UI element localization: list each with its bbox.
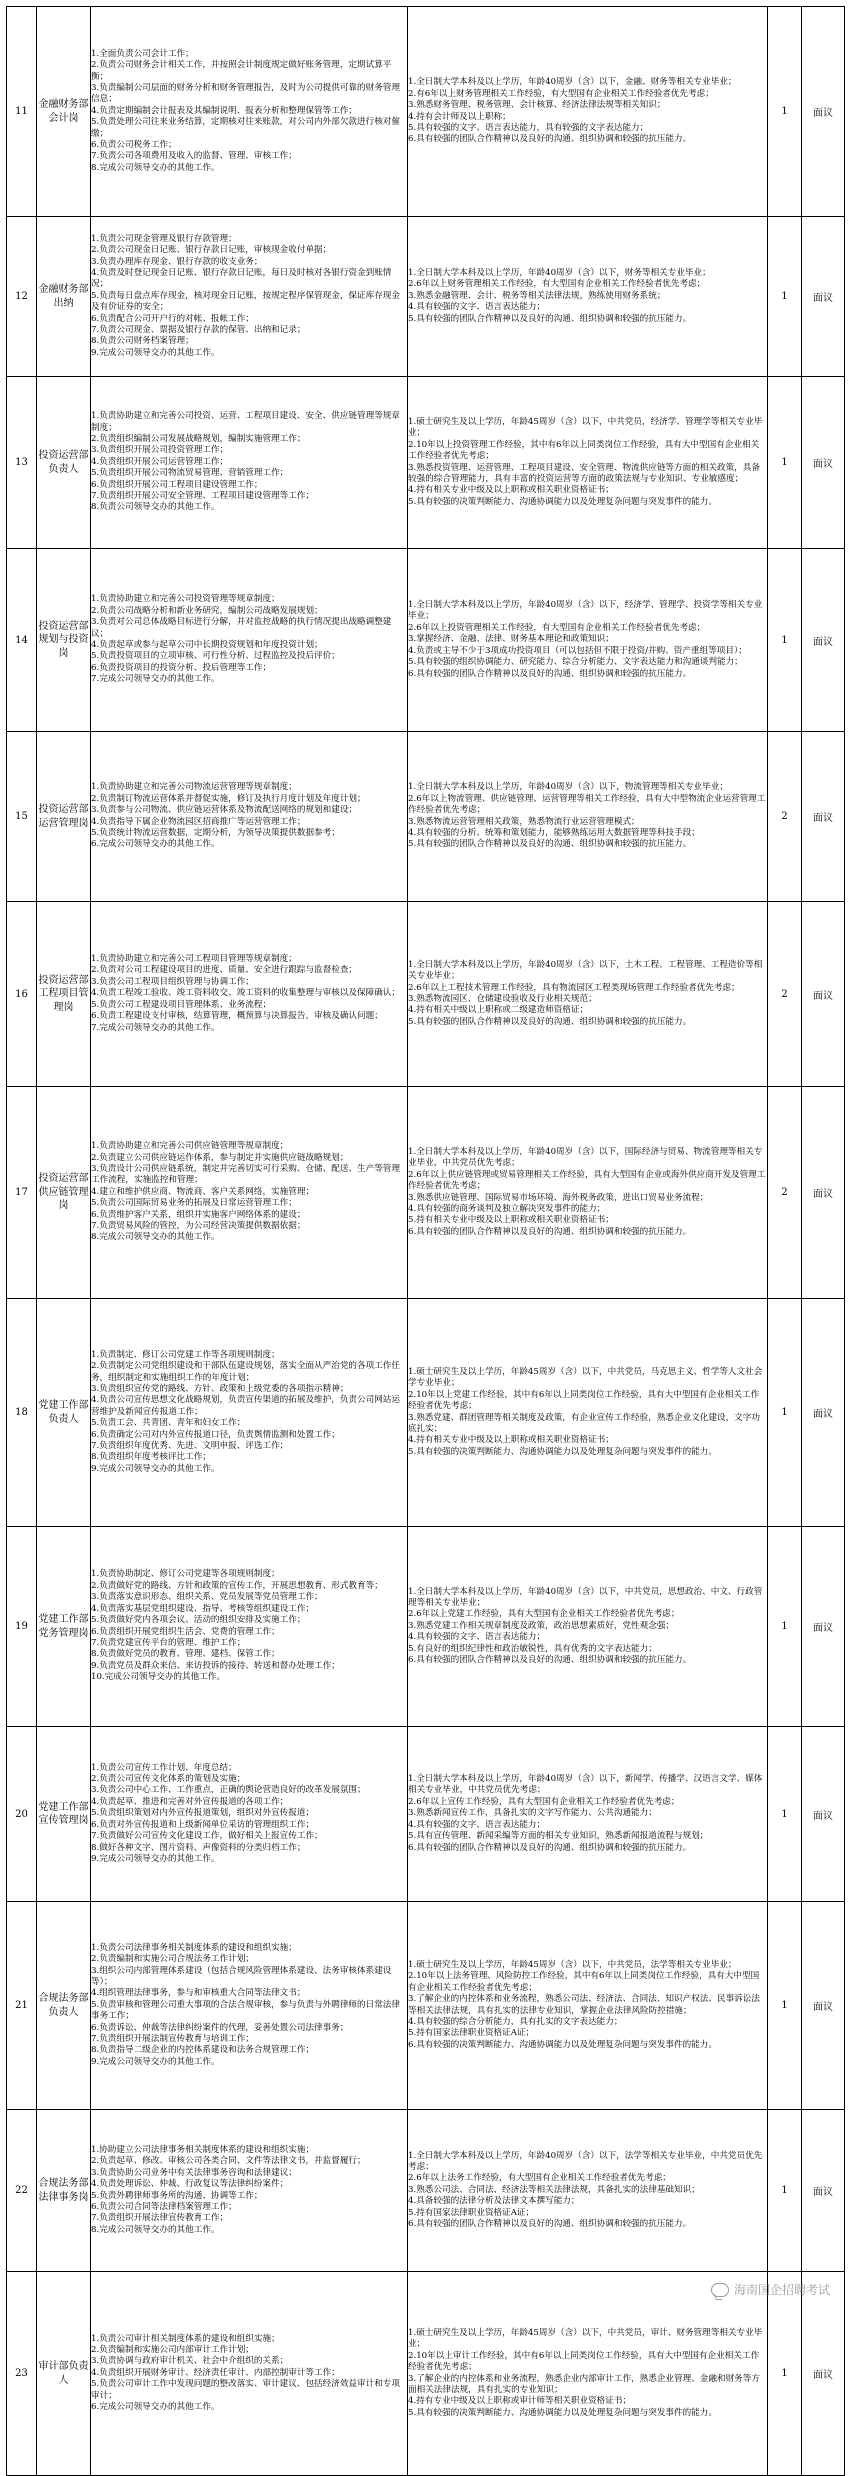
requirement-item: 4.持有会计师及以上职称； bbox=[408, 111, 511, 122]
duty-item: 1.负责协助制定、修订公司党建等各项规则制度； bbox=[91, 1569, 280, 1580]
duty-item: 8.负责组织年度考核评比工作； bbox=[91, 1452, 211, 1463]
duty-cell bbox=[91, 1727, 408, 1902]
duty-item: 1.负责公司审计相关制度体系的建设和组织实施； bbox=[91, 2333, 280, 2344]
duty-item: 1.负责公司法律事务相关制度体系的建设和组织实施； bbox=[91, 1942, 297, 1953]
requirement-item: 2.6年以上党建工作经验，具有大型国有企业相关工作经验者优先考虑； bbox=[408, 1609, 680, 1620]
duty-item: 2.负责组织编制公司发展战略规划，编制实施管理工作； bbox=[91, 433, 306, 444]
requirement-item: 2.6年以上投资管理相关工作经验，有大型国有企业相关工作经验者优先考虑； bbox=[408, 622, 706, 633]
requirement-item: 1.全日制大学本科及以上学历，年龄40周岁（含）以下，国际经济与贸易、物流管理等相关专业毕业，中共党员优先考虑； bbox=[408, 1146, 763, 1169]
duty-item: 4.组织管理法律事务，参与和审核重大合同等法律文书； bbox=[91, 1988, 306, 1999]
row-number: 23 bbox=[7, 2272, 37, 2476]
duty-item: 8.完成公司领导交办的其他工作。 bbox=[91, 2224, 220, 2235]
duty-item: 4.负责公司宣传思想文化战略规划，负责宣传渠道的拓展及维护，负责公司网站运营维护及新闻宣传报道工作； bbox=[91, 1395, 400, 1417]
duty-item: 4.负责组织开展公司运营管理工作； bbox=[91, 456, 229, 467]
salary-mode: 面议 bbox=[802, 1902, 845, 2110]
requirement-item: 2.6年以上财务管理相关工作经验，有大型国有企业相关工作经验者优先考虑； bbox=[408, 279, 706, 290]
duty-item: 4.负责落实基层党组织建设、指导、考核等组织建设工作； bbox=[91, 1603, 315, 1614]
requirement-item: 5.具有较强的团队合作精神以及良好的沟通、组织协调和较强的抗压能力。 bbox=[408, 1016, 692, 1027]
salary-mode: 面议 bbox=[802, 902, 845, 1087]
duty-item: 3.负责办理库存现金、银行存款的收支业务； bbox=[91, 256, 263, 267]
duty-item: 2.负责建立公司供应链运作体系，参与制定并实施供应链战略规划； bbox=[91, 1152, 349, 1163]
duty-item: 4.负责处理诉讼、仲裁、行政复议等法律纠纷案件； bbox=[91, 2179, 289, 2190]
duty-item: 9.完成公司领导交办的其他工作。 bbox=[91, 2056, 220, 2067]
position-name: 金融财务部会计岗 bbox=[37, 7, 91, 217]
headcount: 1 bbox=[768, 377, 802, 549]
job-table bbox=[6, 6, 845, 2476]
position-name: 审计部负责人 bbox=[37, 2272, 91, 2476]
duty-cell bbox=[91, 217, 408, 377]
duty-item: 2.负责公司财务会计相关工作，并按照会计制度规定做好账务管理，定期试算平衡； bbox=[91, 60, 392, 82]
requirement-item: 3.熟悉供应链管理、国际贸易市场环境、海外税务政策，进出口贸易业务流程； bbox=[408, 1192, 709, 1203]
requirement-cell bbox=[408, 732, 768, 902]
headcount: 1 bbox=[768, 2110, 802, 2272]
requirement-item: 4.具有较强的文字、语言表达能力； bbox=[408, 302, 546, 313]
requirement-item: 5.具有较强的团队合作精神以及良好的沟通、组织协调和较强的抗压能力。 bbox=[408, 313, 692, 324]
headcount: 1 bbox=[768, 1727, 802, 1902]
position-name: 投资运营部规划与投资岗 bbox=[37, 549, 91, 732]
duty-item: 7.负责做好公司宣传文化建设工作，做好相关上报宣传工作； bbox=[91, 1831, 323, 1842]
duty-cell bbox=[91, 2110, 408, 2272]
position-name: 党建工作部宣传管理岗 bbox=[37, 1727, 91, 1902]
requirement-item: 2.6年以上宣传工作经验，具有大型国有企业相关工作经验者优先考虑； bbox=[408, 1796, 680, 1807]
duty-item: 3.负责组织开展公司投资管理工作； bbox=[91, 445, 229, 456]
requirement-item: 4.具有较强的文字、语言表达能力； bbox=[408, 1632, 546, 1643]
duty-item: 4.负责及时登记现金日记账、银行存款日记账，每日及时核对各银行资金到账情况； bbox=[91, 267, 392, 290]
duty-item: 7.负责公司现金、票据及银行存款的保管、出纳和记录； bbox=[91, 325, 306, 336]
salary-mode: 面议 bbox=[802, 2272, 845, 2476]
duty-cell bbox=[91, 1299, 408, 1527]
requirement-item: 4.持有专业中级及以上职称或审计师等相关职业资格证书； bbox=[408, 2396, 632, 2407]
row-number: 17 bbox=[7, 1087, 37, 1299]
table-row bbox=[7, 2110, 845, 2272]
duty-item: 6.负责公司合同等法律档案管理工作； bbox=[91, 2201, 237, 2212]
requirement-item: 3.熟悉公司法、合同法、经济法等相关法律法规，具备扎实的法律基础知识； bbox=[408, 2184, 700, 2195]
duty-cell bbox=[91, 902, 408, 1087]
duty-cell bbox=[91, 732, 408, 902]
duty-item: 7.负责贸易风险的管控，为公司经营决策提供数据依据； bbox=[91, 1221, 306, 1232]
requirement-item: 6.具有较强的团队合作精神以及良好的沟通、组织协调和较强的抗压能力。 bbox=[408, 668, 692, 679]
requirement-item: 1.全日制大学本科及以上学历，年龄40周岁（含）以下，新闻学、传播学、汉语言文学、媒体相关专业毕业，中共党员优先考虑； bbox=[408, 1774, 763, 1796]
duty-item: 8.做好各种文字、图片资料、声像资料的分类归档工作； bbox=[91, 1842, 306, 1853]
requirement-item: 1.全日制大学本科及以上学历，年龄40周岁（含）以下，金融、财务等相关专业毕业； bbox=[408, 77, 737, 88]
duty-item: 2.负责编制和实施公司内部审计工作计划； bbox=[91, 2344, 254, 2355]
duty-item: 6.负责诉讼、仲裁等法律纠纷案件的代理，妥善处置公司法律事务； bbox=[91, 2022, 349, 2033]
duty-item: 6.负责组织开展党组织生活会、党费的管理工作； bbox=[91, 1626, 280, 1637]
headcount: 1 bbox=[768, 1299, 802, 1527]
watermark-text: 海南国企招聘考试 bbox=[733, 2283, 830, 2297]
requirement-item: 1.全日制大学本科及以上学历，年龄40周岁（含）以下，法学等相关专业毕业，中共党员优先考虑； bbox=[408, 2150, 763, 2172]
salary-mode: 面议 bbox=[802, 1299, 845, 1527]
requirement-item: 5.持有国家法律职业资格证A证； bbox=[408, 2207, 535, 2218]
headcount: 2 bbox=[768, 732, 802, 902]
table-row bbox=[7, 1727, 845, 1902]
salary-mode: 面议 bbox=[802, 217, 845, 377]
duty-item: 6.完成公司领导交办的其他工作。 bbox=[91, 2402, 220, 2413]
headcount: 2 bbox=[768, 1087, 802, 1299]
duty-item: 5.负责审核和管理公司重大事项的合法合规审核，参与负责与外聘律师的日常法律事务工作； bbox=[91, 1999, 400, 2022]
duty-item: 2.负责做好党的路线、方针和政策的宣传工作，开展思想教育、形式教育等； bbox=[91, 1580, 383, 1591]
requirement-item: 5.持有相关专业中级及以上职称或相关职业资格证书； bbox=[408, 1215, 614, 1226]
requirement-item: 1.硕士研究生及以上学历，年龄45周岁（含）以下，中共党员，审计、财务管理等相关专业毕业； bbox=[408, 2327, 763, 2350]
duty-item: 5.负责工会、共青团、青年和妇女工作； bbox=[91, 1418, 246, 1429]
requirement-item: 2.有6年以上财务管理相关工作经验，有大型国有企业相关工作经验者优先考虑； bbox=[408, 88, 714, 99]
requirement-item: 5.具有较强的决策判断能力、沟通协调能力以及处理复杂问题与突发事件的能力。 bbox=[408, 2407, 717, 2418]
requirement-item: 1.硕士研究生及以上学历，年龄45周岁（含）以下，中共党员，法学等相关专业毕业； bbox=[408, 1959, 737, 1970]
salary-mode: 面议 bbox=[802, 549, 845, 732]
requirement-item: 6.具有较强的团队合作精神以及良好的沟通、组织协调和较强的抗压能力。 bbox=[408, 1226, 692, 1237]
duty-item: 1.负责协助建立和完善公司投资、运营、工程项目建设、安全、供应链管理等规章制度； bbox=[91, 411, 400, 433]
wechat-icon bbox=[711, 2283, 729, 2297]
headcount: 1 bbox=[768, 1527, 802, 1727]
duty-item: 3.负责对公司总体战略目标进行分解，并对监控战略的执行情况提出战略调整建议； bbox=[91, 617, 392, 639]
requirement-item: 5.具有较强的团队合作精神以及良好的沟通、组织协调和较强的抗压能力。 bbox=[408, 839, 692, 850]
duty-cell bbox=[91, 1087, 408, 1299]
duty-item: 5.负责统计物流运营数据，定期分析，为领导决策提供数据参考； bbox=[91, 827, 340, 838]
duty-item: 1.负责协助建立和完善公司供应链管理等规章制度； bbox=[91, 1141, 289, 1152]
duty-item: 6.负责投资项目的投资分析、投后管理等工作； bbox=[91, 662, 272, 673]
requirement-item: 3.熟悉金融管理、会计、税务等相关法律法规，熟练使用财务系统； bbox=[408, 290, 666, 301]
duty-item: 9.完成公司领导交办的其他工作。 bbox=[91, 347, 220, 358]
headcount: 1 bbox=[768, 7, 802, 217]
requirement-cell bbox=[408, 7, 768, 217]
duty-item: 4.负责工程竣工验收、竣工资料收交、竣工资料的收集整理与审核以及保障确认； bbox=[91, 988, 400, 999]
requirement-item: 4.持有相关专业中级及以上职称或相关职业资格证书； bbox=[408, 485, 614, 496]
requirement-cell bbox=[408, 1087, 768, 1299]
requirement-cell bbox=[408, 2272, 768, 2476]
headcount: 1 bbox=[768, 217, 802, 377]
duty-item: 8.完成公司领导交办的其他工作。 bbox=[91, 162, 220, 173]
requirement-cell bbox=[408, 377, 768, 549]
requirement-item: 2.6年以上供应链管理或贸易管理相关工作经验，具有大型国有企业或海外供应商开发及管理工作经验者优先考虑； bbox=[408, 1169, 766, 1192]
duty-item: 6.负责维护客户关系，组织并实施客户网络体系的建设； bbox=[91, 1209, 306, 1220]
duty-item: 7.负责组织开展法制宣传教育与培训工作； bbox=[91, 2034, 254, 2045]
duty-item: 2.负责编制和实施公司合规法务工作计划； bbox=[91, 1954, 254, 1965]
duty-cell bbox=[91, 1902, 408, 2110]
requirement-item: 3.熟悉财务管理、税务管理、会计核算、经济法律法规等相关知识； bbox=[408, 100, 666, 111]
duty-item: 6.负责公司税务工作； bbox=[91, 140, 177, 151]
duty-item: 10.完成公司领导交办的其他工作。 bbox=[91, 1672, 225, 1683]
requirement-item: 2.6年以上法务工作经验，有大型国有企业相关工作经验者优先考虑； bbox=[408, 2173, 671, 2184]
position-name: 投资运营部运营管理岗 bbox=[37, 732, 91, 902]
table-row bbox=[7, 7, 845, 217]
table-row bbox=[7, 377, 845, 549]
requirement-item: 4.持有相关专业中级及以上职称或相关职业资格证书； bbox=[408, 1435, 614, 1446]
position-name: 党建工作部负责人 bbox=[37, 1299, 91, 1527]
requirement-item: 6.具有较强的团队合作精神以及良好的沟通、组织协调和较强的抗压能力。 bbox=[408, 1655, 692, 1666]
salary-mode: 面议 bbox=[802, 1087, 845, 1299]
requirement-item: 5.具有较强的决策判断能力、沟通协调能力以及处理复杂问题与突发事件的能力。 bbox=[408, 1446, 717, 1457]
salary-mode: 面议 bbox=[802, 1527, 845, 1727]
duty-item: 7.负责组织开展公司安全管理、工程项目建设管理等工作； bbox=[91, 491, 315, 502]
duty-item: 6.负责组织开展公司工程项目建设管理工作； bbox=[91, 479, 263, 490]
duty-item: 1.负责公司现金管理及银行存款管理； bbox=[91, 233, 237, 244]
duty-item: 3.负责落实意识形态、组织关系、党员发展等党员管理工作； bbox=[91, 1592, 323, 1603]
requirement-item: 5.有良好的组织纪律性和政治敏锐性，具有优秀的文字表达能力； bbox=[408, 1643, 657, 1654]
duty-item: 8.负责公司财务档案管理； bbox=[91, 336, 194, 347]
duty-item: 3.负责协助公司业务中有关法律事务咨询和法律建议； bbox=[91, 2167, 297, 2178]
requirement-item: 3.掌握经济、金融、法律、财务基本理论和政策知识； bbox=[408, 634, 614, 645]
duty-item: 6.负责工程建设支付审核，结算管理，概预算与决算报告，审核及确认问题； bbox=[91, 1011, 383, 1022]
duty-item: 6.负责确定公司对内外宣传报道口径，负责舆情监测和处置工作； bbox=[91, 1429, 340, 1440]
row-number: 13 bbox=[7, 377, 37, 549]
table-row bbox=[7, 549, 845, 732]
table-row bbox=[7, 2272, 845, 2476]
requirement-item: 3.了解企业的内控体系和业务流程，熟悉公司法、经济法、合同法、知识产权法、民事诉讼法等相关法律法规，具有扎实的法律专业知识，掌握企业法律风险防控措施； bbox=[408, 1994, 760, 2016]
duty-item: 2.负责公司现金日记账、银行存款日记账，审核现金收付单据； bbox=[91, 245, 332, 256]
duty-item: 4.建立和维护供应商、物流商、客户关系网络，实施管理； bbox=[91, 1186, 315, 1197]
duty-item: 2.负责起草、修改、审核公司各类合同、文件等法律文书，并监督履行； bbox=[91, 2156, 366, 2167]
duty-cell bbox=[91, 7, 408, 217]
duty-item: 6.负责配合公司开户行的对帐、报帐工作； bbox=[91, 313, 254, 324]
duty-item: 1.负责协助建立和完善公司投资管理等规章制度； bbox=[91, 594, 280, 605]
duty-item: 3.负责协调与政府审计机关、社会中介组织的关系； bbox=[91, 2356, 289, 2367]
requirement-item: 3.熟悉党建工作相关规章制度及政策，政治思想素质好，党性观念强； bbox=[408, 1620, 675, 1631]
duty-item: 6.完成公司领导交办的其他工作。 bbox=[91, 839, 220, 850]
position-name: 投资运营部负责人 bbox=[37, 377, 91, 549]
duty-item: 1.负责协助建立和完善公司工程项目管理等规章制度； bbox=[91, 954, 297, 965]
salary-mode: 面议 bbox=[802, 1727, 845, 1902]
duty-item: 3.负责组织宣传党的路线、方针、政策和上级党委的各项指示精神； bbox=[91, 1383, 349, 1394]
duty-item: 7.负责公司各项费用及收入的监督、管理、审核工作； bbox=[91, 151, 297, 162]
requirement-item: 4.具有较强的商务谈判及独立解决突发事件的能力； bbox=[408, 1203, 606, 1214]
requirement-item: 4.具有较强的综合分析能力，具有扎实的文字表达能力； bbox=[408, 2016, 623, 2027]
duty-item: 1.协助建立公司法律事务相关制度体系的建设和组织实施； bbox=[91, 2144, 315, 2155]
requirement-cell bbox=[408, 549, 768, 732]
duty-item: 1.全面负责公司会计工作； bbox=[91, 48, 194, 59]
row-number: 15 bbox=[7, 732, 37, 902]
requirement-cell bbox=[408, 217, 768, 377]
duty-item: 3.组织公司内部管理体系建设（包括合规风险管理体系建设、法务审核体系建设等）； bbox=[91, 1965, 392, 1987]
duty-item: 8.负责做好党员的教育、管理、建档、保管工作； bbox=[91, 1649, 280, 1660]
duty-item: 3.负责参与公司物流、供应链运营体系及物流配送网络的规划和建设； bbox=[91, 805, 358, 816]
requirement-item: 3.熟悉物流园区、仓储建设验收及行业相关规范； bbox=[408, 994, 597, 1004]
table-row bbox=[7, 902, 845, 1087]
duty-item: 5.负责公司工程建设项目管理体系、业务流程； bbox=[91, 999, 272, 1010]
requirement-item: 1.全日制大学本科及以上学历，年龄40周岁（含）以下，经济学、管理学、投资学等相关专业毕业； bbox=[408, 600, 763, 622]
duty-item: 4.负责定期编制会计报表及其编制说明、报表分析和整理保管等工作； bbox=[91, 105, 358, 116]
duty-item: 5.负责做好党内各项会议、活动的组织安排及实施工作； bbox=[91, 1615, 306, 1626]
requirement-item: 3.熟悉物流运营管理相关政策，熟悉物流行业运营管理模式； bbox=[408, 816, 640, 827]
requirement-cell bbox=[408, 1527, 768, 1727]
requirement-cell bbox=[408, 1727, 768, 1902]
table-row bbox=[7, 1087, 845, 1299]
duty-item: 2.负责公司战略分析和新业务研究，编制公司战略发展规划； bbox=[91, 605, 323, 616]
duty-item: 1.负责协助建立和完善公司物流运营管理等规章制度； bbox=[91, 782, 297, 793]
requirement-item: 6.具有较强的团队合作精神以及良好的沟通、组织协调和较强的抗压能力。 bbox=[408, 134, 692, 145]
requirement-item: 3.熟悉投资管理、运营管理、工程项目建设、安全管理、物流供应链等方面的相关政策，具备较强的综合管理能力，具有丰富的投资运营等方面的政策法规与专业知识、专业敏感度； bbox=[408, 462, 760, 484]
position-name: 合规法务部负责人 bbox=[37, 1902, 91, 2110]
salary-mode: 面议 bbox=[802, 2110, 845, 2272]
requirement-item: 6.具有较强的团队合作精神以及良好的沟通、组织协调和较强的抗压能力。 bbox=[408, 2219, 692, 2230]
requirement-item: 5.具有较强的文字、语言表达能力，具有较强的文字表达能力； bbox=[408, 122, 649, 133]
duty-item: 7.负责组织年度优秀、先进、文明申报、评选工作； bbox=[91, 1441, 289, 1452]
duty-item: 5.负责组织开展公司物流贸易管理、营销管理工作； bbox=[91, 468, 289, 479]
requirement-item: 2.10年以上投资管理工作经验，其中有6年以上同类岗位工作经验，具有大中型国有企业相关工作经验者优先考虑； bbox=[408, 439, 760, 462]
requirement-item: 3.熟悉新闻宣传工作，具备扎实的文字写作能力、公共沟通能力； bbox=[408, 1808, 657, 1819]
duty-item: 7.负责党建宣传平台的管理、维护工作； bbox=[91, 1637, 246, 1648]
duty-item: 3.负责设计公司供应链系统，制定并完善切实可行采购、仓储、配送、生产等管理工作流程，实施监控和管理； bbox=[91, 1163, 400, 1186]
requirement-item: 2.6年以上工程技术管理工作经验，具有物流园区工程类现场管理工作经验者优先考虑； bbox=[408, 982, 740, 993]
duty-item: 1.负责制定、修订公司党建工作等各项规则制度； bbox=[91, 1349, 280, 1360]
headcount: 1 bbox=[768, 2272, 802, 2476]
requirement-item: 6.具有较强的决策判断能力、沟通协调能力以及处理复杂问题与突发事件的能力。 bbox=[408, 2039, 717, 2050]
table-row bbox=[7, 217, 845, 377]
table-row bbox=[7, 1527, 845, 1727]
duty-item: 7.负责组织开展法律宣传教育工作； bbox=[91, 2213, 229, 2224]
requirement-item: 3.熟悉党建、群团管理等相关制度及政策，有企业宣传工作经验，熟悉企业文化建设，文字功底扎实； bbox=[408, 1412, 760, 1434]
requirement-item: 1.硕士研究生及以上学历，年龄45周岁（含）以下，中共党员，马克思主义、哲学等人文社会学专业毕业； bbox=[408, 1366, 763, 1389]
position-name: 合规法务部法律事务岗 bbox=[37, 2110, 91, 2272]
duty-item: 5.负责组织策划对内外宣传报道策划，组织对外宣传报道； bbox=[91, 1808, 315, 1819]
duty-cell bbox=[91, 2272, 408, 2476]
duty-cell bbox=[91, 377, 408, 549]
requirement-cell bbox=[408, 2110, 768, 2272]
requirement-cell bbox=[408, 902, 768, 1087]
requirement-item: 2.10年以上法务管理、风险防控工作经验，其中有6年以上同类岗位工作经验，具有大中型国有企业相关工作经验者优先考虑； bbox=[408, 1971, 760, 1993]
duty-item: 8.完成公司领导交办的其他工作。 bbox=[91, 1232, 220, 1243]
position-name: 投资运营部工程项目管理岗 bbox=[37, 902, 91, 1087]
duty-item: 7.完成公司领导交办的其他工作。 bbox=[91, 1022, 220, 1033]
requirement-item: 1.全日制大学本科及以上学历，年龄40周岁（含）以下，财务等相关专业毕业； bbox=[408, 267, 711, 278]
position-name: 金融财务部出纳 bbox=[37, 217, 91, 377]
headcount: 1 bbox=[768, 549, 802, 732]
job-table-body bbox=[7, 7, 845, 2476]
requirement-item: 4.持有相关中级以上职称或二级建造师资格证； bbox=[408, 1005, 589, 1016]
requirement-item: 1.全日制大学本科及以上学历，年龄40周岁（含）以下，物流管理等相关专业毕业； bbox=[408, 782, 728, 793]
salary-mode: 面议 bbox=[802, 377, 845, 549]
duty-cell bbox=[91, 1527, 408, 1727]
table-row bbox=[7, 732, 845, 902]
position-name: 投资运营部供应链管理岗 bbox=[37, 1087, 91, 1299]
row-number: 12 bbox=[7, 217, 37, 377]
requirement-item: 5.持有国家法律职业资格证A证； bbox=[408, 2028, 535, 2039]
row-number: 16 bbox=[7, 902, 37, 1087]
duty-item: 7.完成公司领导交办的其他工作。 bbox=[91, 674, 220, 685]
requirement-item: 5.具有宣传管理、新闻采编等方面的相关专业知识，熟悉新闻报道流程与规划； bbox=[408, 1831, 709, 1842]
salary-mode: 面议 bbox=[802, 732, 845, 902]
requirement-item: 2.10年以上审计工作经验，其中有6年以上同类岗位工作经验，具有大中型国有企业相关工作经验者优先考虑； bbox=[408, 2350, 760, 2373]
duty-item: 3.负责编制公司层面的财务分析和财务管理报告，及时为公司提供可靠的财务管理信息； bbox=[91, 82, 400, 105]
row-number: 19 bbox=[7, 1527, 37, 1727]
duty-item: 5.负责外聘律师事务所的沟通、协调等工作； bbox=[91, 2190, 263, 2201]
requirement-item: 4.具有较强的文字、语言表达能力； bbox=[408, 1819, 546, 1830]
duty-item: 2.负责对公司工程建设项目的进度、质量、安全进行跟踪与监督检查； bbox=[91, 965, 358, 976]
duty-item: 4.负责指导下属企业物流园区招商推广等运营管理工作； bbox=[91, 816, 306, 827]
watermark bbox=[711, 2281, 830, 2298]
requirement-item: 4.负责或主导不少于3项成功投资项目（可以包括但不限于投资/并购、资产重组等项目）； bbox=[408, 645, 747, 656]
headcount: 1 bbox=[768, 1902, 802, 2110]
headcount: 2 bbox=[768, 902, 802, 1087]
position-name: 党建工作部党务管理岗 bbox=[37, 1527, 91, 1727]
row-number: 22 bbox=[7, 2110, 37, 2272]
duty-item: 5.负责公司审计工作中发现问题的整改落实、审计建议、包括经济效益审计和专项审计； bbox=[91, 2379, 400, 2401]
duty-item: 9.完成公司领导交办的其他工作。 bbox=[91, 1463, 220, 1474]
table-row bbox=[7, 1902, 845, 2110]
duty-item: 4.负责起草、推进和完善对外宣传报道的各项工作； bbox=[91, 1796, 289, 1807]
duty-item: 8.负责指导二级企业的内控体系建设和法务合规管理工作； bbox=[91, 2045, 315, 2056]
duty-item: 9.负责党员及群众来信、来访投诉的接待、转送和督办处理工作； bbox=[91, 1660, 340, 1671]
requirement-item: 1.硕士研究生及以上学历，年龄45周岁（含）以下，中共党员，经济学、管理学等相关专业毕业； bbox=[408, 416, 763, 439]
requirement-item: 2.10年以上党建工作经验，其中有6年以上同类岗位工作经验，具有大中型国有企业相关工作经验者优先考虑； bbox=[408, 1389, 760, 1412]
requirement-item: 3.了解企业的内控体系和业务流程，熟悉企业内部审计工作，熟悉企业管理、金融和财务等方面相关法律法规，具有扎实的专业知识； bbox=[408, 2373, 760, 2395]
requirement-item: 1.全日制大学本科及以上学历，年龄40周岁（含）以下，中共党员，思想政治、中文、行政管理等相关专业毕业； bbox=[408, 1586, 763, 1608]
requirement-item: 1.全日制大学本科及以上学历，年龄40周岁（含）以下，土木工程、工程管理、工程造价等相关专业毕业； bbox=[408, 959, 763, 982]
requirement-item: 5.具有较强的组织协调能力、研究能力、综合分析能力、文字表达能力和沟通谈判能力； bbox=[408, 657, 743, 668]
duty-item: 2.负责制订物流运营体系并督促实施，修订及执行月度计划及年度计划； bbox=[91, 793, 366, 804]
row-number: 21 bbox=[7, 1902, 37, 2110]
duty-item: 8.负责公司领导交办的其他工作。 bbox=[91, 502, 220, 513]
duty-item: 6.负责对外宣传报道和上级新闻单位采访的管理组织工作； bbox=[91, 1819, 315, 1830]
duty-item: 3.负责公司中心工作、工作重点，正确的舆论营造良好的改革发展氛围； bbox=[91, 1785, 366, 1796]
duty-item: 1.负责公司宣传工作计划、年度总结； bbox=[91, 1762, 237, 1773]
duty-item: 2.负责制定公司党组织建设和干部队伍建设规划，落实全面从严治党的各项工作任务，组织制定和实施组织工作的年度计划； bbox=[91, 1361, 400, 1383]
duty-item: 4.负责起草或参与起草公司中长期投资规划和年度投资计划； bbox=[91, 640, 323, 650]
duty-item: 9.完成公司领导交办的其他工作。 bbox=[91, 1853, 220, 1864]
duty-item: 4.负责组织开展财务审计、经济责任审计、内部控制审计等工作； bbox=[91, 2367, 340, 2378]
duty-item: 5.负责每日盘点库存现金，核对现金日记账，按规定程序保管现金，保证库存现金及有价证券的安全； bbox=[91, 290, 400, 313]
row-number: 18 bbox=[7, 1299, 37, 1527]
table-row bbox=[7, 1299, 845, 1527]
requirement-item: 5.具有较强的决策判断能力、沟通协调能力以及处理复杂问题与突发事件的能力。 bbox=[408, 496, 717, 507]
duty-item: 3.负责公司工程项目组织管理与协调工作； bbox=[91, 976, 254, 987]
row-number: 20 bbox=[7, 1727, 37, 1902]
requirement-item: 4.具有较强的分析、统筹和策划能力，能够熟练运用大数据管理等科技手段； bbox=[408, 827, 700, 838]
requirement-item: 4.具备较强的法律分析及法律文本撰写能力； bbox=[408, 2196, 580, 2207]
requirement-item: 2.6年以上物流管理、供应链管理、运营管理等相关工作经验，具有大中型物流企业运营管理工作经验者优先考虑； bbox=[408, 793, 766, 816]
duty-item: 5.负责公司国际贸易业务的拓展及日常运营管理工作； bbox=[91, 1198, 297, 1209]
duty-item: 5.负责投资项目的立项审核、可行性分析、过程监控及投后评价； bbox=[91, 651, 340, 662]
duty-cell bbox=[91, 549, 408, 732]
requirement-cell bbox=[408, 1299, 768, 1527]
row-number: 14 bbox=[7, 549, 37, 732]
requirement-item: 6.具有较强的团队合作精神以及良好的沟通、组织协调和较强的抗压能力。 bbox=[408, 1842, 692, 1853]
duty-item: 2.负责公司宣传文化体系的策划及实施； bbox=[91, 1774, 246, 1785]
salary-mode: 面议 bbox=[802, 7, 845, 217]
requirement-cell bbox=[408, 1902, 768, 2110]
row-number: 11 bbox=[7, 7, 37, 217]
duty-item: 5.负责处理公司往来业务结算，定期核对往来账款，对公司内外部欠款进行核对催缴； bbox=[91, 117, 400, 139]
